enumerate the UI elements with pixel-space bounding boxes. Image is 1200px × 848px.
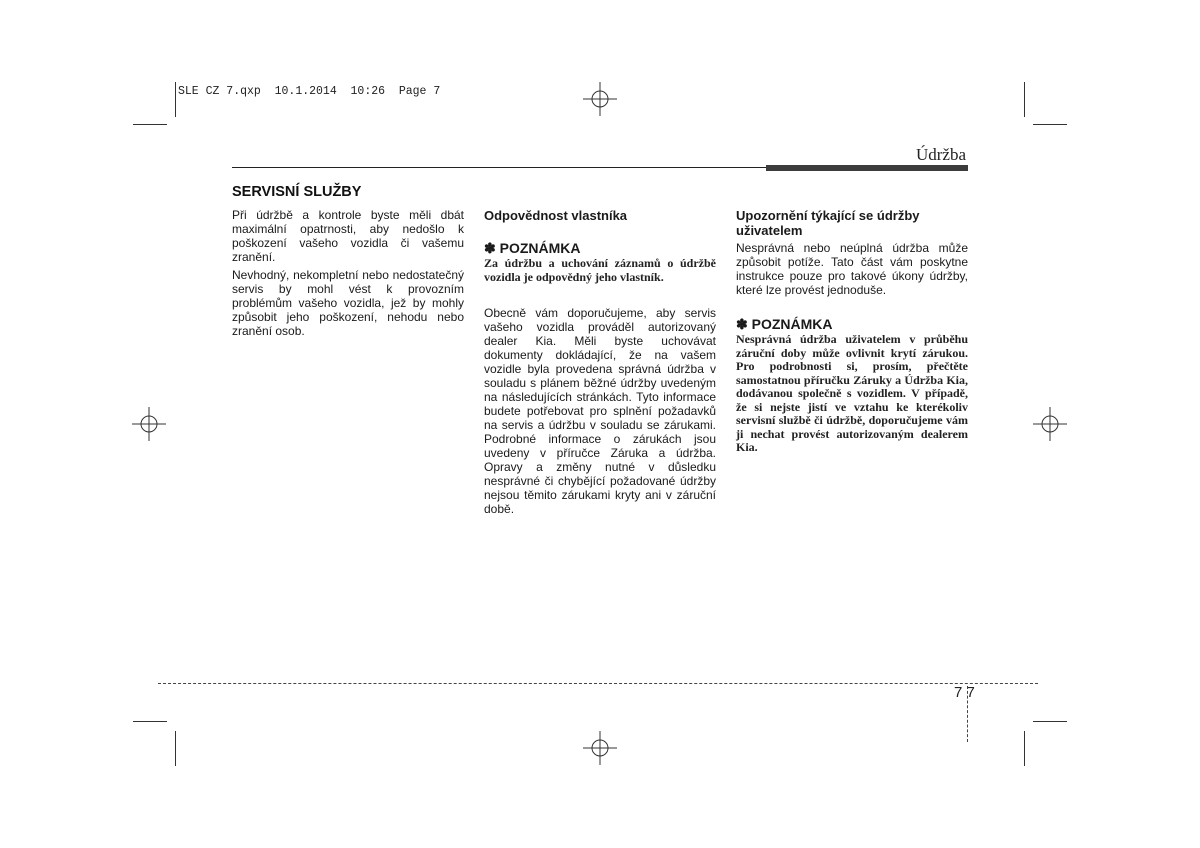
left-column xyxy=(232,208,464,342)
print-slug: SLE CZ 7.qxp 10.1.2014 10:26 Page 7 xyxy=(178,85,441,98)
crop-mark xyxy=(133,124,167,125)
registration-mark-icon xyxy=(583,731,617,765)
note-heading: ✽ POZNÁMKA xyxy=(484,240,581,256)
section-header: Údržba xyxy=(915,145,966,164)
crop-mark xyxy=(175,731,176,766)
paragraph: Nevhodný, nekompletní nebo nedostatečný servis by mohl vést k provozním problémům vašeho vozidla, jež by mohly způsobit jeho poškození, nehodu nebo zranění osob. xyxy=(232,268,464,338)
note-heading: ✽ POZNÁMKA xyxy=(736,316,833,332)
crop-mark xyxy=(1033,721,1067,722)
note-text: Nesprávná údržba uživatelem v průběhu záruční doby může ovlivnit krytí zárukou. Pro podrobnosti si, prosím, přečtěte samostatnou příručku Záruky a Údržba Kia, dodávanou společně s vozidlem. V případě, že si nejste jistí ve vztahu ke kterékoliv servisní službě či údržbě, doporučujeme vám ji nechat provést autorizovaným dealerem Kia. xyxy=(736,332,968,454)
crop-mark xyxy=(1024,731,1025,766)
page-title: SERVISNÍ SLUŽBY xyxy=(232,184,362,200)
paragraph: Při údržbě a kontrole byste měli dbát maximální opatrnosti, aby nedošlo k poškození vašeho vozidla či vašemu zranění. xyxy=(232,208,464,264)
header-bar xyxy=(766,165,968,171)
page-number: 7 7 xyxy=(954,684,975,701)
subheading: Odpovědnost vlastníka xyxy=(484,208,628,223)
paragraph: Nesprávná nebo neúplná údržba může způsobit potíže. Tato část vám poskytne instrukce pouze pro takové úkony údržby, které lze provést jednoduše. xyxy=(736,241,968,297)
page-number-separator xyxy=(967,686,968,742)
registration-mark-icon xyxy=(1033,407,1067,441)
middle-column xyxy=(484,208,716,520)
crop-mark xyxy=(1033,124,1067,125)
note-text: Za údržbu a uchování záznamů o údržbě vozidla je odpovědný jeho vlastník. xyxy=(484,256,716,284)
footer-rule xyxy=(158,683,1038,684)
crop-mark xyxy=(1024,82,1025,117)
paragraph: Obecně vám doporučujeme, aby servis vašeho vozidla prováděl autorizovaný dealer Kia. Měli byste uchovávat dokumenty dokládající, že na vašem vozidle byla provedena správná údržba v souladu s plánem běžné údržby uvedeným na následujících stránkách. Tyto informace budete potřebovat pro splnění požadavků na servis a údržbu v souladu se zárukami. Podrobné informace o zárukách jsou uvedeny v příručce Záruka a údržba. Opravy a změny nutné v důsledku nesprávné či chybějící požadované údržby nejsou těmito zárukami kryty ani v záruční době. xyxy=(484,306,716,516)
right-column xyxy=(736,208,968,455)
registration-mark-icon xyxy=(583,82,617,116)
registration-mark-icon xyxy=(132,407,166,441)
crop-mark xyxy=(175,82,176,117)
crop-mark xyxy=(133,721,167,722)
subheading: Upozornění týkající se údržby uživatelem xyxy=(736,208,920,238)
